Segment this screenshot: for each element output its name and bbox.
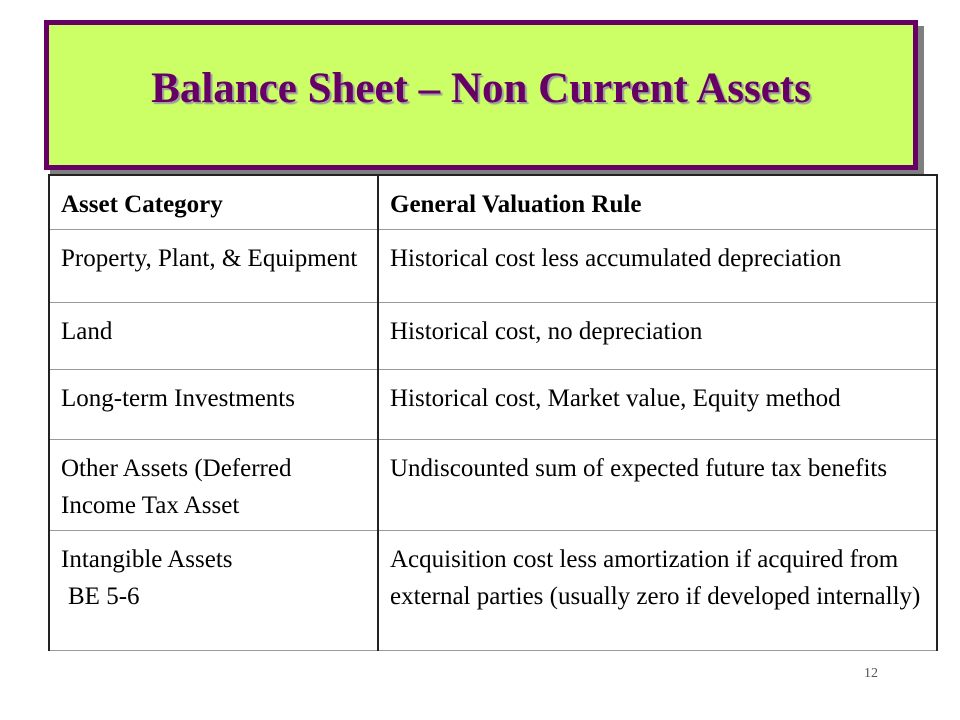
valuation-rule-cell: Historical cost, Market value, Equity method [378,370,937,440]
table-header-row [49,175,937,230]
table-row [49,370,937,440]
header-valuation-rule: General Valuation Rule [378,175,937,230]
header-asset-category: Asset Category [49,175,378,230]
slide-number: 12 [864,666,878,681]
asset-category-note: BE 5-6 [68,583,140,610]
valuation-rule-cell: Historical cost, no depreciation [378,303,937,370]
asset-category-cell: Long-term Investments [49,370,378,440]
valuation-rule-cell: Acquisition cost less amortization if acquired from external parties (usually zero if developed internally) [378,531,937,651]
valuation-table [48,174,938,651]
table-row [49,303,937,370]
valuation-rule-cell: Undiscounted sum of expected future tax benefits [378,440,937,531]
asset-category-label: Intangible Assets [61,546,233,573]
asset-category-cell: Land [49,303,378,370]
table-row [49,440,937,531]
asset-category-cell: Other Assets (Deferred Income Tax Asset [49,440,378,531]
asset-category-cell: Property, Plant, & Equipment [49,230,378,303]
table-row [49,230,937,303]
title-banner [44,20,918,170]
valuation-rule-cell: Historical cost less accumulated depreciation [378,230,937,303]
asset-category-cell [49,531,378,651]
slide-title: Balance Sheet – Non Current Assets [151,64,811,112]
table-row [49,531,937,651]
